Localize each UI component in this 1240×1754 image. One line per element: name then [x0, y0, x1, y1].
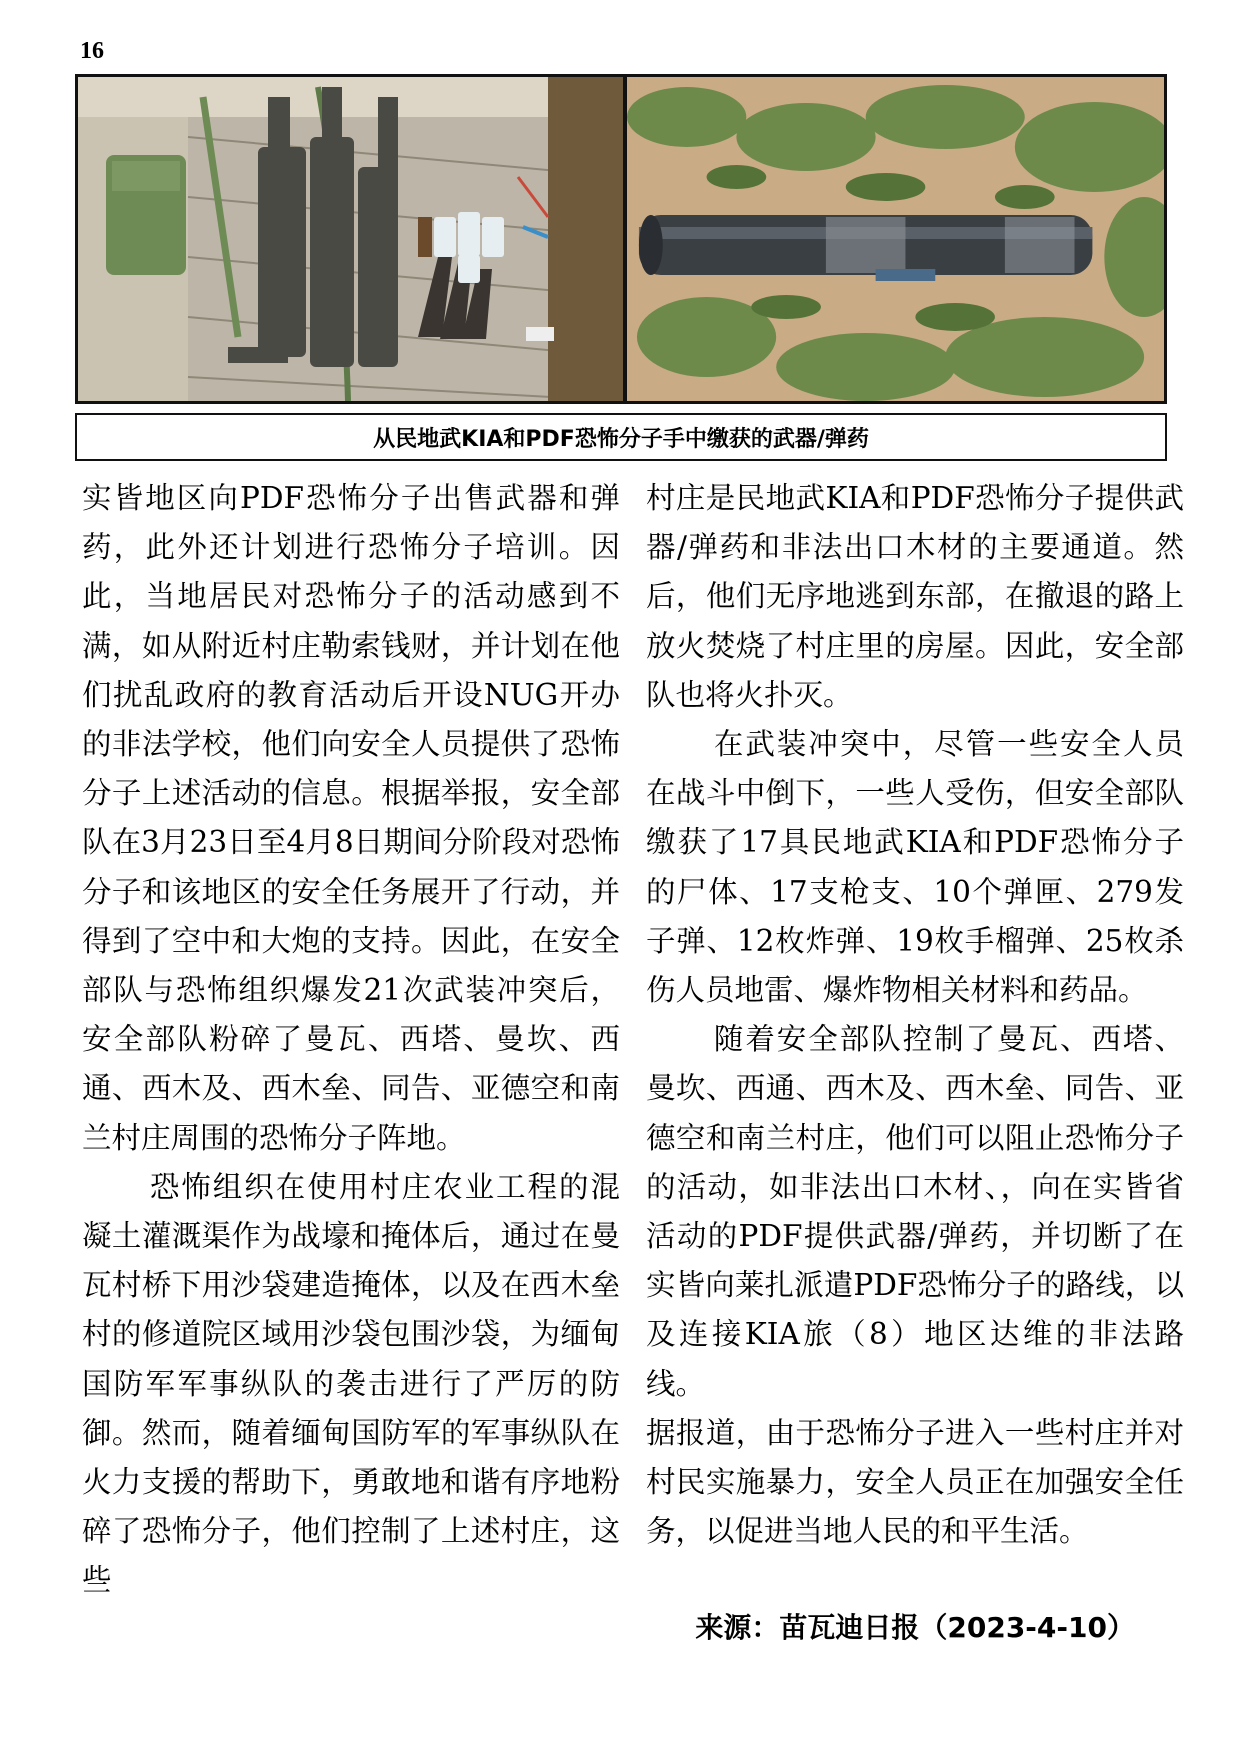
photo-captured-launcher: [627, 77, 1164, 401]
right-paragraph-2: 在武装冲突中，尽管一些安全人员在战斗中倒下，一些人受伤，但安全部队缴获了17具民地武KIA和PDF恐怖分子的尸体、17支枪支、10个弹匣、279发子弹、12枚炸弹、19枚手榴弹、25枚杀伤人员地雷、爆炸物相关材料和药品。: [646, 727, 1184, 1008]
left-paragraph-2: 恐怖组织在使用村庄农业工程的混凝土灌溉渠作为战壕和掩体后，通过在曼瓦村桥下用沙袋建造掩体，以及在西木垒村的修道院区域用沙袋包围沙袋，为缅甸国防军军事纵队的袭击进行了严厉的防御。然而，随着缅甸国防军的军事纵队在火力支援的帮助下，勇敢地和谐有序地粉碎了恐怖分子，他们控制了上述村庄，这些: [82, 1169, 620, 1598]
source-attribution: 来源：苗瓦迪日报（2023-4-10）: [695, 1611, 1135, 1644]
page-number: 16: [80, 38, 104, 64]
right-paragraph-4: 据报道，由于恐怖分子进入一些村庄并对村民实施暴力，安全人员正在加强安全任务，以促进当地人民的和平生活。: [646, 1415, 1184, 1549]
right-paragraph-1: 村庄是民地武KIA和PDF恐怖分子提供武器/弹药和非法出口木材的主要通道。然后，他们无序地逃到东部，在撤退的路上放火焚烧了村庄里的房屋。因此，安全部队也将火扑灭。: [646, 481, 1184, 712]
right-paragraph-3: 随着安全部队控制了曼瓦、西塔、曼坎、西通、西木及、西木垒、同告、亚德空和南兰村庄，他们可以阻止恐怖分子的活动，如非法出口木材、，向在实皆省活动的PDF提供武器/弹药，并切断了在实皆向莱扎派遣PDF恐怖分子的路线，以及连接KIA旅（8）地区达维的非法路线。: [646, 1022, 1184, 1401]
right-column: [646, 474, 1184, 1556]
photo-caption: 从民地武KIA和PDF恐怖分子手中缴获的武器/弹药: [75, 413, 1167, 461]
launcher-illustration: [627, 77, 1164, 401]
rifles-illustration: [78, 77, 623, 401]
photo-strip: [75, 74, 1167, 404]
photo-captured-rifles: [78, 77, 627, 401]
left-paragraph-1: 实皆地区向PDF恐怖分子出售武器和弹药，此外还计划进行恐怖分子培训。因此，当地居民对恐怖分子的活动感到不满，如从附近村庄勒索钱财，并计划在他们扰乱政府的教育活动后开设NUG开办的非法学校，他们向安全人员提供了恐怖分子上述活动的信息。根据举报，安全部队在3月23日至4月8日期间分阶段对恐怖分子和该地区的安全任务展开了行动，并得到了空中和大炮的支持。因此，在安全部队与恐怖组织爆发21次武装冲突后，安全部队粉碎了曼瓦、西塔、曼坎、西通、西木及、西木垒、同告、亚德空和南兰村庄周围的恐怖分子阵地。: [82, 481, 620, 1155]
left-column: [82, 474, 620, 1606]
